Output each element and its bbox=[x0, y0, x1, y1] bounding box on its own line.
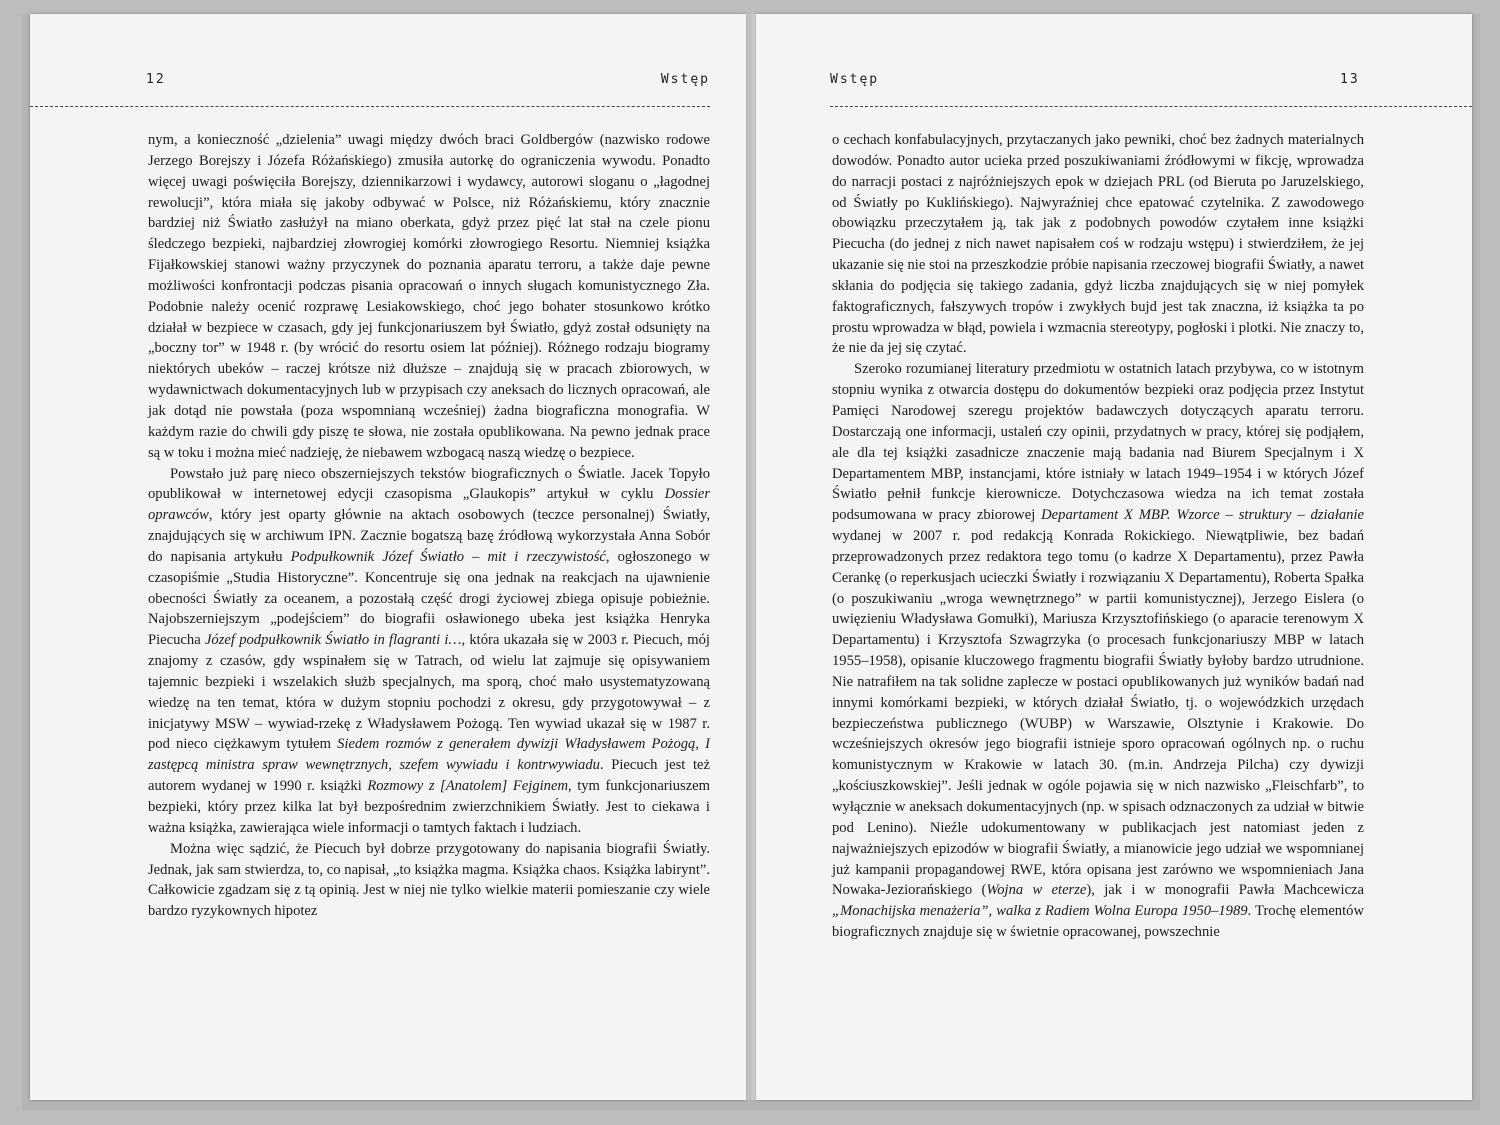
paragraph bbox=[832, 130, 1364, 359]
text-run: . Trochę elementów biograficznych znajduje się w świetnie opracowanej, powszechnie bbox=[832, 903, 1364, 941]
italic-title: Józef podpułkownik Światło in flagranti i… bbox=[204, 632, 462, 649]
text-run: wydanej w 2007 r. pod redakcją Konrada Rokickiego. Niewątpliwie, bez badań przeprowadzonych przez redaktora tego tomu (o kadrze X Departamentu), przez Pawła Cerankę (o reperkusjach ucieczki Światły i rozwiązaniu X Departamentu), Roberta Spałka (o poszukiwaniu „wroga wewnętrznego” w partii komunistycznej), Jerzego Eislera (o uwięzieniu Władysława Gomułki), Mariusza Krzysztofińskiego (o aparacie terenowym X Departamentu) i Krzysztofa Szwagrzyka (o procesach funkcjonariuszy MBP w latach 1955–1958), opisanie kluczowego fragmentu biografii Światły byłoby bardzo utrudnione. Nie natrafiłem na tak solidne zaplecze w postaci opublikowanych już wyników badań nad innymi komórkami bezpieki, w których działał Światło, tj. o wojewódzkich urzędach bezpieczeństwa publicznego (WUBP) w Warszawie, Olsztynie i Krakowie. Do wcześniejszych okresów jego biografii istnieje sporo opracowań ogólnych np. o ruchu komunistycznym w Krakowie w latach 30. (m.in. Andrzeja Pilcha) czy dywizji „kościuszkowskiej”. Jeśli jednak w ogóle pojawia się w nich nazwisko „Fleischfarb”, to wyłącznie w aneksach dokumentacyjnych (np. w spisach odznaczonych za udział w bitwie pod Lenino). Nieźle udokumentowany w publikacjach jest natomiast jeden z najważniejszych epizodów w biografii Światły, a mianowicie jego udział we wspomnianej już kampanii propagandowej RWE, która opisana jest zarówno we wspomnieniach Jana Nowaka-Jeziorańskiego ( bbox=[832, 528, 1364, 899]
page-number: 12 bbox=[146, 72, 166, 87]
right-page-header bbox=[830, 72, 1470, 94]
text-run: o cechach konfabulacyjnych, przytaczanych jako pewniki, choć bez żadnych materialnych dowodów. Ponadto autor ucieka przed poszukiwaniami źródłowymi w fikcję, wprowadza do narracji postaci z najróżniejszych epok w dziejach PRL (od Bieruta po Jaruzelskiego, od Światły po Kuklińskiego). Najwyraźniej chce epatować czytelnika. Z zawodowego obowiązku przeczytałem ją, tak jak z podobnych powodów czytałem inne książki Piecucha (do jednej z nich nawet napisałem coś w rodzaju wstępu) i stwierdziłem, że jej ukazanie się nie stoi na przeszkodzie próbie napisania rzeczowej biografii Światły, a nawet skłania do podjęcia się takiego zadania, gdyż liczba znajdujących się w niej pomyłek faktograficznych, fałszywych tropów i zwykłych bujd jest tak znaczna, iż książka ta po prostu wprowadza w błąd, powiela i wzmacnia stereotypy, pogłoski i plotki. Nie znaczy to, że nie da jej się czytać. bbox=[832, 132, 1364, 357]
header-rule bbox=[30, 106, 710, 107]
italic-title: Dossier oprawców bbox=[148, 486, 710, 524]
header-rule bbox=[830, 106, 1472, 107]
running-head: Wstęp bbox=[830, 72, 880, 87]
italic-title: Wojna w eterze bbox=[986, 882, 1087, 899]
italic-title: Rozmowy z [Anatolem] Fejginem bbox=[367, 778, 568, 795]
page-number: 13 bbox=[1340, 72, 1360, 87]
paragraph bbox=[148, 130, 710, 464]
text-run: , który jest oparty głównie na aktach osobowych (teczce personalnej) Światły, znajdujących się w archiwum IPN. Zacznie bogatszą bazę źródłową wykorzystała Anna Sobór do napisania artykułu bbox=[148, 507, 710, 565]
text-run: , która ukazała się w 2003 r. Piecuch, mój znajomy z czasów, gdy wspinałem się w Tatrach, od wielu lat zajmuje się opisywaniem tajemnic bezpieki i wszelakich służb specjalnych, ma sporą, choć mało usystematyzowaną wiedzę na ten temat, która w dużym stopniu pochodzi z okresu, gdy przygotowywał – z inicjatywy MSW – wywiad-rzekę z Władysławem Pożogą. Ten wywiad ukazał się w 1987 r. pod nieco ciężkawym tytułem bbox=[148, 632, 710, 753]
text-run: , tym funkcjonariuszem bezpieki, który przez kilka lat był bezpośrednim zwierzchnikiem Światły. Jest to ciekawa i ważna książka, zawierająca wiele informacji o tamtych faktach i ludziach. bbox=[148, 778, 711, 836]
left-page bbox=[30, 14, 746, 1100]
text-run: , ogłoszonego w czasopiśmie „Studia Historyczne”. Koncentruje się ona jednak na reakcjach na ujawnienie obecności Światły za oceanem, a pozostałą część drogi życiowej zbiega opisuje pobieżnie. Najobszerniejszym „podejściem” do biografii osławionego ubeka jest książka Henryka Piecucha bbox=[148, 548, 710, 649]
text-run: . Piecuch jest też autorem wydanej w 1990 r. książki bbox=[148, 757, 710, 795]
text-run: Można więc sądzić, że Piecuch był dobrze przygotowany do napisania biografii Światły. Jednak, jak sam stwierdza, to, co napisał, „to książka magma. Książka chaos. Książka labirynt”. Całkowicie zgadzam się z tą opinią. Jest w niej nie tylko wielkie materii pomieszanie czy wiele bardzo ryzykownych hipotez bbox=[148, 840, 710, 920]
left-page-text bbox=[148, 130, 710, 922]
text-run: Powstało już parę nieco obszerniejszych tekstów biograficznych o Światle. Jacek Topyło opublikował w internetowej edycji czasopisma „Glaukopis” artykuł w cyklu bbox=[148, 465, 710, 503]
left-page-header bbox=[146, 72, 710, 94]
paragraph bbox=[148, 839, 710, 922]
italic-title: „Monachijska menażeria”, walka z Radiem Wolna Europa 1950–1989 bbox=[832, 903, 1248, 920]
text-run: nym, a konieczność „dzielenia” uwagi między dwóch braci Goldbergów (nazwisko rodowe Jerzego Borejszy i Józefa Różańskiego) zmusiła autorkę do ograniczenia wywodu. Ponadto więcej uwagi poświęciła Borejszy, dziennikarzowi i wydawcy, autorowi sloganu o „łagodnej rewolucji”, która miała się jakoby odbywać w Polsce, niż Różańskiemu, który znacznie bardziej niż Światło zasłużył na miano oberkata, gdyż przez pięć lat stał na czele pionu śledczego bezpieki, najbardziej złowrogiej komórki złowrogiego Resortu. Niemniej książka Fijałkowskiej stanowi ważny przyczynek do poznania aparatu terroru, a także daje pewne możliwości konfrontacji podczas pisania opracowań o innych sługach komunistycznego Zła. Podobnie należy ocenić rozprawę Lesiakowskiego, choć jego bohater stosunkowo krótko działał w bezpiece w czasach, gdy jej funkcjonariuszem był Światło, gdyż został odsunięty na „boczny tor” w 1948 r. (by wrócić do resortu osiem lat później). Różnego rodzaju biogramy niektórych ubeków – raczej krótsze niż dłuższe – znajdują się w pracach zbiorowych, w wydawnictwach dokumentacyjnych lub w przypisach czy aneksach do licznych opracowań, ale jak dotąd nie powstała (poza wspomnianą wcześniej) żadna biograficzna monografia. W każdym razie do chwili gdy piszę te słowa, nie została opublikowana. Na pewno jednak prace są w toku i można mieć nadzieję, że niebawem wzbogacą naszą wiedzę o bezpiece. bbox=[148, 132, 710, 461]
paragraph bbox=[832, 359, 1364, 943]
running-head: Wstęp bbox=[660, 72, 710, 87]
right-page bbox=[756, 14, 1472, 1100]
paragraph bbox=[148, 464, 710, 839]
text-run: ), jak i w monografii Pawła Machcewicza bbox=[1086, 882, 1365, 899]
right-page-text bbox=[832, 130, 1364, 943]
text-run: Szeroko rozumianej literatury przedmiotu w ostatnich latach przybywa, co w istotnym stopniu wynika z otwarcia dostępu do dokumentów bezpieki oraz podjęcia przez Instytut Pamięci Narodowej szeregu projektów badawczych dotyczących aparatu terroru. Dostarczają one informacji, ustaleń czy opinii, przydatnych w pracy, której się podjąłem, ale dla tej książki zasadnicze znaczenie mają badania nad Biurem Specjalnym i X Departamentem MBP, instancjami, które istniały w latach 1949–1954 i w których Józef Światło pełnił funkcje kierownicze. Dotychczasowa wiedza na ich temat została podsumowana w pracy zbiorowej bbox=[832, 361, 1364, 524]
italic-title: Departament X MBP. Wzorce – struktury – działanie bbox=[1041, 507, 1364, 524]
italic-title: Podpułkownik Józef Światło – mit i rzeczywistość bbox=[290, 548, 606, 565]
italic-title: Siedem rozmów z generałem dywizji Władysławem Pożogą, I zastępcą ministra spraw wewnętrznych, szefem wywiadu i kontrwywiadu bbox=[148, 736, 710, 774]
